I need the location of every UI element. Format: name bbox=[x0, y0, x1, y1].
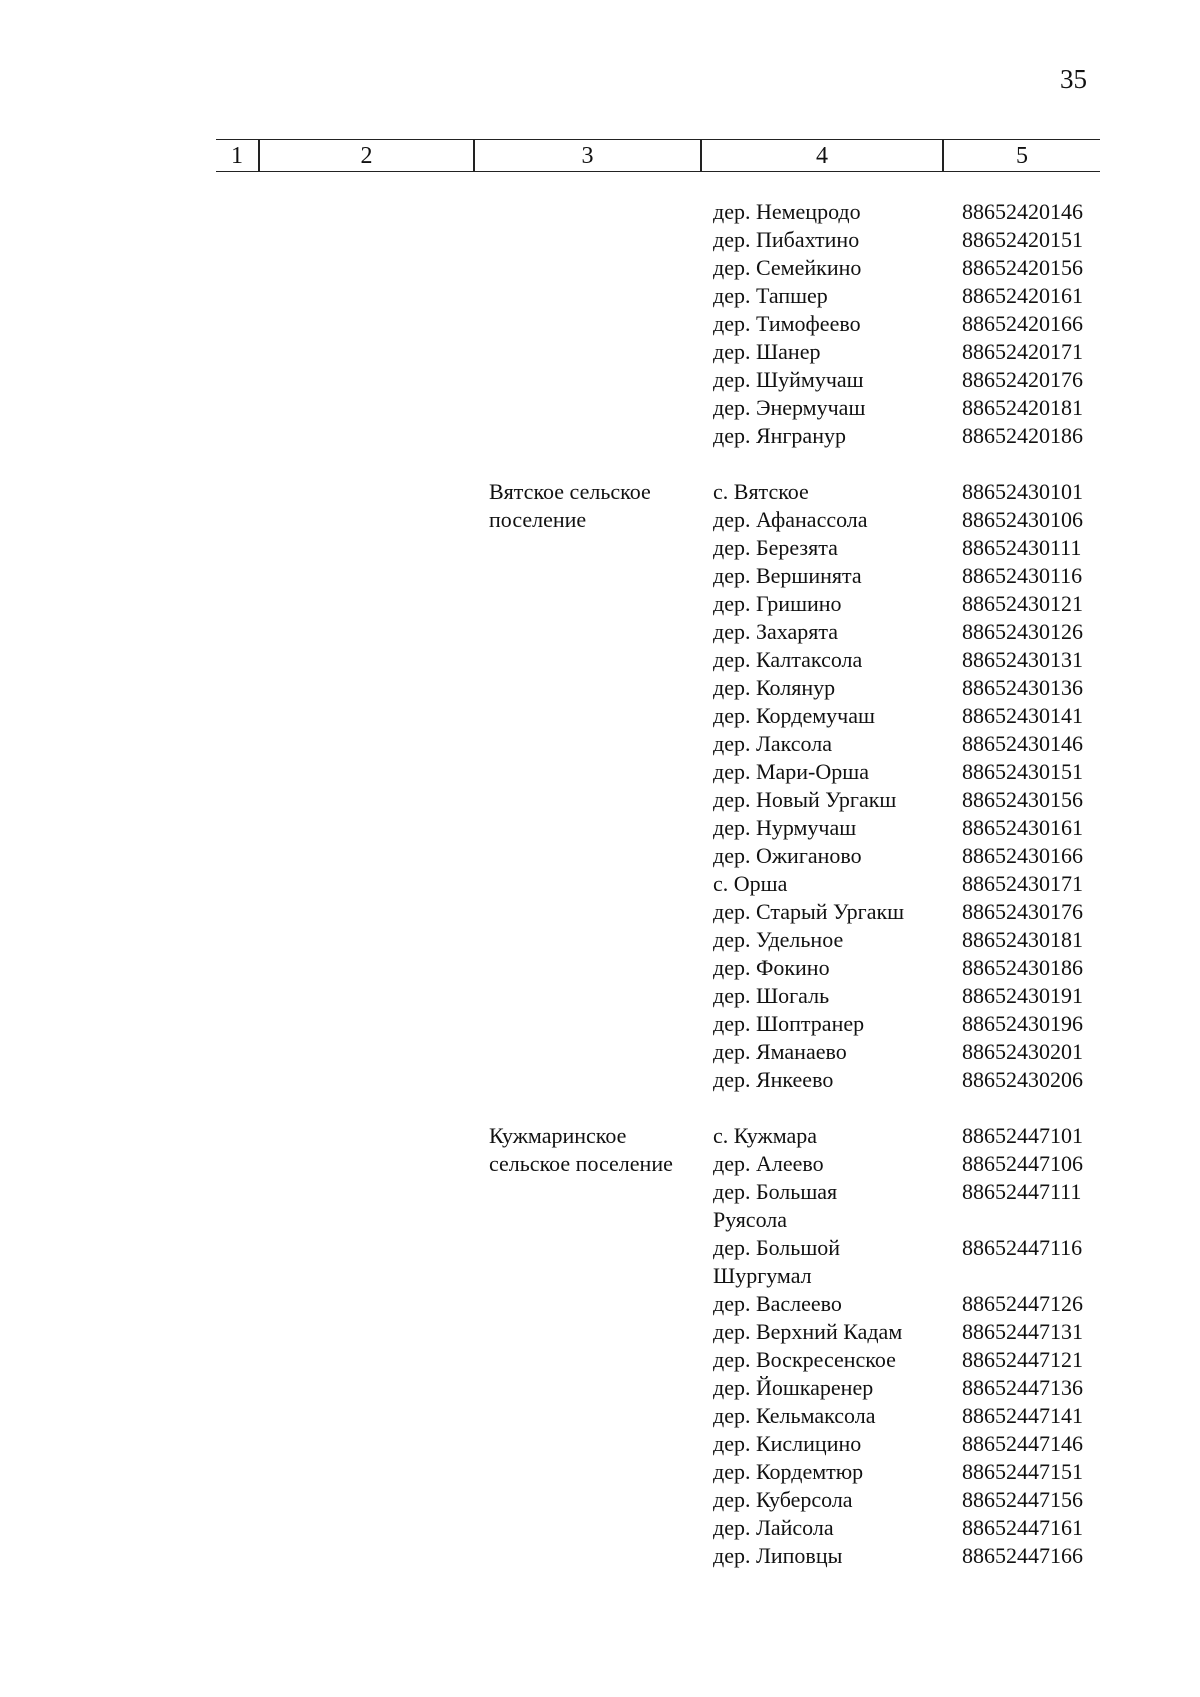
locality-code: 88652420146 bbox=[962, 199, 1083, 224]
list-item bbox=[0, 814, 1200, 842]
locality-name: дер. Янгранур bbox=[713, 423, 846, 448]
locality-code: 88652420156 bbox=[962, 255, 1083, 280]
locality-code: 88652420181 bbox=[962, 395, 1083, 420]
locality-code: 88652447121 bbox=[962, 1347, 1083, 1372]
locality-name: дер. Лайсола bbox=[713, 1515, 834, 1540]
locality-name: дер. Старый Ургакш bbox=[713, 899, 905, 924]
list-item bbox=[0, 562, 1200, 590]
locality-code: 88652447161 bbox=[962, 1515, 1083, 1540]
locality-name: дер. Шанер bbox=[713, 339, 821, 364]
list-item bbox=[0, 1178, 1200, 1234]
locality-code: 88652430131 bbox=[962, 647, 1083, 672]
column-header-5: 5 bbox=[1016, 143, 1028, 169]
locality-code: 88652420186 bbox=[962, 423, 1083, 448]
locality-code: 88652430126 bbox=[962, 619, 1083, 644]
list-item bbox=[0, 1430, 1200, 1458]
list-item bbox=[0, 786, 1200, 814]
list-item bbox=[0, 478, 1200, 506]
locality-code: 88652447141 bbox=[962, 1403, 1083, 1428]
locality-code: 88652430146 bbox=[962, 731, 1083, 756]
list-item bbox=[0, 1542, 1200, 1570]
locality-code: 88652420166 bbox=[962, 311, 1083, 336]
locality-code: 88652430136 bbox=[962, 675, 1083, 700]
list-item bbox=[0, 1374, 1200, 1402]
list-item bbox=[0, 1066, 1200, 1094]
settlement-name: Кужмаринское сельское поселение bbox=[489, 1123, 673, 1176]
list-item bbox=[0, 730, 1200, 758]
locality-name: дер. Янкеево bbox=[713, 1067, 834, 1092]
locality-code: 88652430141 bbox=[962, 703, 1083, 728]
locality-code: 88652420176 bbox=[962, 367, 1083, 392]
list-item bbox=[0, 1150, 1200, 1178]
list-item bbox=[0, 618, 1200, 646]
locality-code: 88652447116 bbox=[962, 1235, 1083, 1260]
locality-code: 88652430196 bbox=[962, 1011, 1083, 1036]
locality-code: 88652430201 bbox=[962, 1039, 1083, 1064]
locality-name: дер. Пибахтино bbox=[713, 227, 860, 252]
list-item bbox=[0, 646, 1200, 674]
locality-code: 88652430181 bbox=[962, 927, 1083, 952]
list-item bbox=[0, 702, 1200, 730]
column-header-3: 3 bbox=[581, 143, 594, 169]
list-item bbox=[0, 506, 1200, 534]
locality-name: дер. Тапшер bbox=[713, 283, 828, 308]
locality-name: дер. Кислицино bbox=[713, 1431, 862, 1456]
locality-name: дер. Кордемучаш bbox=[713, 703, 875, 728]
locality-code: 88652447111 bbox=[962, 1179, 1082, 1204]
locality-name: дер. Липовцы bbox=[713, 1543, 843, 1568]
locality-code: 88652420151 bbox=[962, 227, 1083, 252]
list-item bbox=[0, 366, 1200, 394]
locality-name: дер. Гришино bbox=[713, 591, 842, 616]
list-item bbox=[0, 282, 1200, 310]
list-item bbox=[0, 982, 1200, 1010]
locality-name: дер. Удельное bbox=[713, 927, 844, 952]
settlement-name: Вятское сельское поселение bbox=[489, 479, 651, 532]
locality-code: 88652430186 bbox=[962, 955, 1083, 980]
column-header-table bbox=[216, 139, 1100, 172]
list-item bbox=[0, 870, 1200, 898]
locality-code: 88652447106 bbox=[962, 1151, 1083, 1176]
list-item bbox=[0, 590, 1200, 618]
locality-code: 88652447151 bbox=[962, 1459, 1083, 1484]
locality-code: 88652447131 bbox=[962, 1319, 1083, 1344]
locality-code: 88652447101 bbox=[962, 1123, 1083, 1148]
locality-code: 88652447166 bbox=[962, 1543, 1083, 1568]
list-item bbox=[0, 1234, 1200, 1290]
locality-name: с. Вятское bbox=[713, 479, 809, 504]
locality-name: дер. Лаксола bbox=[713, 731, 833, 756]
list-item bbox=[0, 1458, 1200, 1486]
list-item bbox=[0, 1038, 1200, 1066]
column-header-1: 1 bbox=[231, 143, 243, 169]
list-item bbox=[0, 338, 1200, 366]
list-item bbox=[0, 534, 1200, 562]
locality-code: 88652447136 bbox=[962, 1375, 1083, 1400]
list-item bbox=[0, 422, 1200, 450]
locality-name: дер. Кордемтюр bbox=[713, 1459, 864, 1484]
list-item bbox=[0, 898, 1200, 926]
locality-name: дер. Немецродо bbox=[713, 199, 861, 224]
locality-name: дер. Афанассола bbox=[713, 507, 868, 532]
list-item bbox=[0, 254, 1200, 282]
list-item bbox=[0, 674, 1200, 702]
list-item bbox=[0, 1122, 1200, 1150]
list-item bbox=[0, 926, 1200, 954]
locality-name: дер. Новый Ургакш bbox=[713, 787, 897, 812]
column-header-2: 2 bbox=[360, 143, 373, 169]
locality-name: дер. Алеево bbox=[713, 1151, 824, 1176]
locality-code: 88652430191 bbox=[962, 983, 1083, 1008]
locality-name: дер. Колянур bbox=[713, 675, 836, 700]
locality-name: дер. Шоптранер bbox=[713, 1011, 865, 1036]
locality-name: дер. Калтаксола bbox=[713, 647, 863, 672]
locality-code: 88652430161 bbox=[962, 815, 1083, 840]
locality-name: дер. Березята bbox=[713, 535, 838, 560]
locality-code: 88652430166 bbox=[962, 843, 1083, 868]
locality-code: 88652430106 bbox=[962, 507, 1083, 532]
list-item bbox=[0, 1514, 1200, 1542]
list-item bbox=[0, 1290, 1200, 1318]
locality-name: дер. Вершинята bbox=[713, 563, 862, 588]
locality-name: дер. Мари-Орша bbox=[713, 759, 869, 784]
locality-code: 88652430111 bbox=[962, 535, 1082, 560]
locality-name: дер. Куберсола bbox=[713, 1487, 853, 1512]
locality-code: 88652430121 bbox=[962, 591, 1083, 616]
locality-name: дер. Шуймучаш bbox=[713, 367, 864, 392]
list-item bbox=[0, 394, 1200, 422]
locality-name: дер. Верхний Кадам bbox=[713, 1319, 903, 1344]
locality-code: 88652430156 bbox=[962, 787, 1083, 812]
list-item bbox=[0, 1402, 1200, 1430]
locality-name: с. Орша bbox=[713, 871, 788, 896]
locality-code: 88652447146 bbox=[962, 1431, 1083, 1456]
locality-code: 88652430151 bbox=[962, 759, 1083, 784]
locality-name: дер. Большая Руясола bbox=[713, 1179, 838, 1232]
locality-code: 88652420161 bbox=[962, 283, 1083, 308]
locality-code: 88652430116 bbox=[962, 563, 1083, 588]
list-item bbox=[0, 1486, 1200, 1514]
locality-code: 88652447156 bbox=[962, 1487, 1083, 1512]
locality-name: дер. Васлеево bbox=[713, 1291, 842, 1316]
locality-name: дер. Кельмаксола bbox=[713, 1403, 876, 1428]
locality-code: 88652420171 bbox=[962, 339, 1083, 364]
list-item bbox=[0, 226, 1200, 254]
locality-name: дер. Семейкино bbox=[713, 255, 862, 280]
locality-code: 88652430176 bbox=[962, 899, 1083, 924]
locality-code: 88652430206 bbox=[962, 1067, 1083, 1092]
locality-name: дер. Йошкаренер bbox=[713, 1375, 874, 1400]
locality-code: 88652430171 bbox=[962, 871, 1083, 896]
list-item bbox=[0, 758, 1200, 786]
locality-name: дер. Шогаль bbox=[713, 983, 830, 1008]
list-item bbox=[0, 1010, 1200, 1038]
locality-name: дер. Нурмучаш bbox=[713, 815, 857, 840]
locality-code: 88652430101 bbox=[962, 479, 1083, 504]
list-item bbox=[0, 1318, 1200, 1346]
list-item bbox=[0, 1346, 1200, 1374]
list-item bbox=[0, 310, 1200, 338]
locality-name: дер. Энермучаш bbox=[713, 395, 866, 420]
list-item bbox=[0, 842, 1200, 870]
locality-code: 88652447126 bbox=[962, 1291, 1083, 1316]
locality-name: дер. Большой Шургумал bbox=[713, 1235, 841, 1288]
locality-name: с. Кужмара bbox=[713, 1123, 817, 1148]
column-header-4: 4 bbox=[816, 143, 828, 169]
locality-name: дер. Тимофеево bbox=[713, 311, 861, 336]
locality-name: дер. Фокино bbox=[713, 955, 830, 980]
locality-name: дер. Ожиганово bbox=[713, 843, 862, 868]
list-item bbox=[0, 954, 1200, 982]
page-number: 35 bbox=[1060, 64, 1087, 94]
locality-name: дер. Яманаево bbox=[713, 1039, 847, 1064]
locality-name: дер. Захарята bbox=[713, 619, 838, 644]
locality-name: дер. Воскресенское bbox=[713, 1347, 896, 1372]
list-item bbox=[0, 198, 1200, 226]
